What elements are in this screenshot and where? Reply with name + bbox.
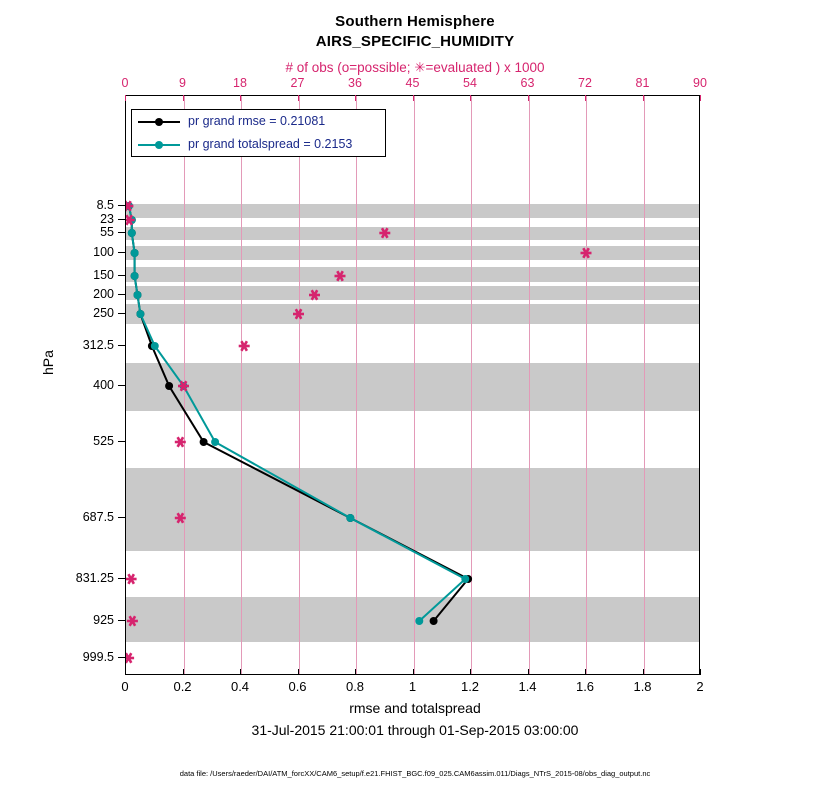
top-axis-tick bbox=[470, 95, 471, 101]
y-axis-tick bbox=[118, 620, 125, 621]
x-axis-tick-label: 0.2 bbox=[173, 679, 192, 694]
x-axis-title: rmse and totalspread bbox=[349, 700, 481, 716]
obs-asterisk-marker bbox=[125, 201, 133, 211]
y-axis-tick-label: 400 bbox=[93, 378, 114, 392]
x-axis-tick bbox=[413, 669, 414, 675]
legend-marker-rmse bbox=[155, 118, 163, 126]
legend bbox=[131, 109, 386, 157]
x-axis-tick bbox=[298, 669, 299, 675]
y-axis-tick-label: 100 bbox=[93, 245, 114, 259]
legend-marker-totalspread bbox=[155, 141, 163, 149]
x-axis-tick-label: 1.4 bbox=[518, 679, 537, 694]
x-axis-tick bbox=[528, 669, 529, 675]
y-axis-tick bbox=[118, 275, 125, 276]
top-axis-tick-label: 18 bbox=[233, 76, 247, 90]
y-axis-tick bbox=[118, 313, 125, 314]
series-marker bbox=[131, 249, 139, 257]
data-file-caption: data file: /Users/raeder/DAI/ATM_forcXX/CAM6_setup/f.e21.FHIST_BGC.f09_025.CAM6assim.011/Diags_NTrS_2015-08/obs_diag_output.nc bbox=[179, 769, 651, 778]
top-axis-tick-label: 90 bbox=[693, 76, 707, 90]
series-marker bbox=[461, 575, 469, 583]
legend-label-rmse: pr grand rmse = 0.21081 bbox=[188, 114, 326, 128]
top-axis-tick-label: 45 bbox=[405, 76, 420, 90]
top-axis-tick bbox=[413, 95, 414, 101]
top-axis-tick-label: 72 bbox=[578, 76, 592, 90]
y-axis-tick bbox=[118, 517, 125, 518]
obs-asterisk-marker bbox=[335, 271, 346, 281]
top-axis-tick bbox=[700, 95, 701, 101]
y-axis-tick bbox=[118, 578, 125, 579]
y-axis-tick-label: 200 bbox=[93, 287, 114, 301]
top-axis-tick-label: 27 bbox=[290, 76, 305, 90]
y-axis-title: hPa bbox=[40, 350, 56, 375]
top-axis-tick-label: 36 bbox=[348, 76, 362, 90]
obs-asterisk-marker bbox=[293, 309, 304, 319]
obs-asterisk-marker bbox=[127, 616, 138, 626]
series-line bbox=[129, 206, 468, 621]
x-axis-tick-label: 1 bbox=[408, 679, 417, 694]
series-marker bbox=[151, 342, 159, 350]
y-axis-tick-label: 23 bbox=[100, 212, 114, 226]
y-axis-tick-label: 687.5 bbox=[82, 510, 114, 524]
series-marker bbox=[415, 617, 423, 625]
y-axis-tick bbox=[118, 385, 125, 386]
date-range-caption: 31-Jul-2015 21:00:01 through 01-Sep-2015 03:00:00 bbox=[251, 722, 579, 738]
y-axis-tick-label: 831.25 bbox=[75, 571, 114, 585]
x-axis-tick-label: 2 bbox=[696, 679, 704, 694]
x-axis-tick-label: 1.6 bbox=[575, 679, 595, 694]
legend-item-rmse bbox=[132, 110, 385, 134]
series-marker bbox=[430, 617, 438, 625]
top-axis-tick bbox=[183, 95, 184, 101]
y-axis-tick-label: 525 bbox=[93, 434, 114, 448]
title-line-1: Southern Hemisphere bbox=[335, 13, 495, 30]
y-axis-tick bbox=[118, 657, 125, 658]
x-axis-tick bbox=[240, 669, 241, 675]
y-axis-tick-label: 925 bbox=[93, 613, 114, 627]
obs-asterisk-marker bbox=[239, 341, 250, 351]
series-marker bbox=[128, 229, 136, 237]
legend-label-totalspread: pr grand totalspread = 0.2153 bbox=[188, 137, 353, 151]
top-axis-tick bbox=[643, 95, 644, 101]
y-axis-tick bbox=[118, 219, 125, 220]
x-axis-tick bbox=[183, 669, 184, 675]
y-axis-tick bbox=[118, 345, 125, 346]
obs-asterisk-marker bbox=[125, 653, 134, 663]
top-axis-tick-label: 54 bbox=[463, 76, 477, 90]
series-marker bbox=[136, 310, 144, 318]
top-axis-tick-label: 63 bbox=[520, 76, 535, 90]
series-overlay bbox=[126, 96, 700, 675]
top-axis-tick bbox=[528, 95, 529, 101]
x-axis-tick-label: 0 bbox=[121, 679, 129, 694]
top-axis-tick bbox=[585, 95, 586, 101]
obs-asterisk-marker bbox=[126, 574, 137, 584]
obs-asterisk-marker bbox=[581, 248, 592, 258]
y-axis-tick-label: 250 bbox=[93, 306, 114, 320]
y-axis-tick bbox=[118, 232, 125, 233]
y-axis-tick bbox=[118, 441, 125, 442]
x-axis-tick-label: 1.8 bbox=[633, 679, 652, 694]
y-axis-tick bbox=[118, 205, 125, 206]
x-axis-tick-label: 0.4 bbox=[230, 679, 250, 694]
series-marker bbox=[346, 514, 354, 522]
x-axis-tick bbox=[643, 669, 644, 675]
top-axis-label: # of obs (o=possible; ✳=evaluated ) x 1000 bbox=[285, 60, 545, 75]
top-axis-tick bbox=[355, 95, 356, 101]
series-line bbox=[129, 206, 465, 621]
y-axis-tick bbox=[118, 252, 125, 253]
title-line-2: AIRS_SPECIFIC_HUMIDITY bbox=[315, 33, 515, 50]
top-axis-tick bbox=[240, 95, 241, 101]
top-axis-tick bbox=[298, 95, 299, 101]
legend-item-totalspread bbox=[132, 133, 385, 157]
top-axis-tick-label: 9 bbox=[179, 76, 186, 90]
top-axis-tick-label: 0 bbox=[121, 76, 129, 90]
obs-asterisk-marker bbox=[379, 228, 390, 238]
series-marker bbox=[134, 291, 142, 299]
y-axis-tick bbox=[118, 294, 125, 295]
y-axis-tick-label: 8.5 bbox=[96, 198, 114, 212]
obs-asterisk-marker bbox=[309, 290, 320, 300]
x-axis-tick-label: 1.2 bbox=[460, 679, 480, 694]
x-axis-tick bbox=[700, 669, 701, 675]
series-marker bbox=[200, 438, 208, 446]
obs-asterisk-marker bbox=[175, 437, 186, 447]
series-marker bbox=[165, 382, 173, 390]
obs-asterisk-marker bbox=[175, 513, 186, 523]
x-axis-tick bbox=[470, 669, 471, 675]
plot-area bbox=[125, 95, 700, 675]
y-axis-tick-label: 312.5 bbox=[82, 338, 114, 352]
x-axis-tick-label: 0.8 bbox=[345, 679, 365, 694]
x-axis-tick-label: 0.6 bbox=[288, 679, 307, 694]
y-axis-tick-label: 55 bbox=[100, 225, 114, 239]
series-marker bbox=[211, 438, 219, 446]
x-axis-tick bbox=[355, 669, 356, 675]
x-axis-tick bbox=[585, 669, 586, 675]
x-axis-tick bbox=[125, 669, 126, 675]
top-axis-tick bbox=[125, 95, 126, 101]
y-axis-tick-label: 999.5 bbox=[82, 650, 114, 664]
chart-title bbox=[0, 12, 830, 52]
y-axis-tick-label: 150 bbox=[93, 268, 114, 282]
top-axis-tick-label: 81 bbox=[635, 76, 650, 90]
series-marker bbox=[131, 272, 139, 280]
